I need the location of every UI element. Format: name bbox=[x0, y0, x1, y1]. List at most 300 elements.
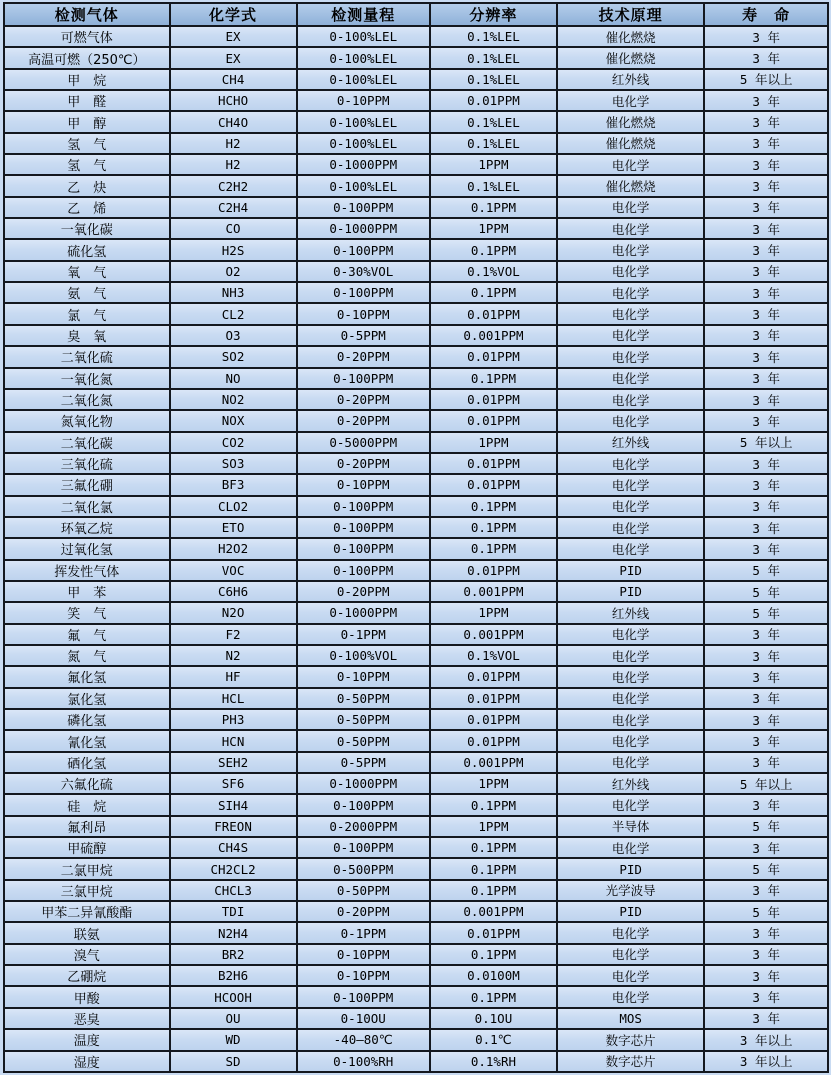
column-header: 化学式 bbox=[170, 3, 297, 26]
cell: 5 年 bbox=[704, 816, 828, 837]
cell: 0.1℃ bbox=[430, 1029, 557, 1050]
cell: 0.1PPM bbox=[430, 858, 557, 879]
cell: 0-5PPM bbox=[297, 325, 430, 346]
cell: 六氟化硫 bbox=[4, 773, 170, 794]
cell: 3 年 bbox=[704, 175, 828, 196]
cell: 3 年 bbox=[704, 474, 828, 495]
cell: 0.1PPM bbox=[430, 986, 557, 1007]
cell: 0-20PPM bbox=[297, 581, 430, 602]
cell: 3 年 bbox=[704, 261, 828, 282]
cell: 甲 醇 bbox=[4, 111, 170, 132]
cell: 溴气 bbox=[4, 944, 170, 965]
cell: 0-30%VOL bbox=[297, 261, 430, 282]
cell: 湿度 bbox=[4, 1051, 170, 1073]
cell: 温度 bbox=[4, 1029, 170, 1050]
column-header: 技术原理 bbox=[557, 3, 704, 26]
cell: 3 年 bbox=[704, 389, 828, 410]
cell: O3 bbox=[170, 325, 297, 346]
cell: 0-20PPM bbox=[297, 389, 430, 410]
cell: 0.1PPM bbox=[430, 496, 557, 517]
cell: 0-1PPM bbox=[297, 922, 430, 943]
cell: WD bbox=[170, 1029, 297, 1050]
cell: 3 年 bbox=[704, 538, 828, 559]
cell: 0-50PPM bbox=[297, 880, 430, 901]
cell: 0.01PPM bbox=[430, 709, 557, 730]
cell: 1PPM bbox=[430, 218, 557, 239]
cell: SIH4 bbox=[170, 794, 297, 815]
cell: C2H2 bbox=[170, 175, 297, 196]
cell: HCHO bbox=[170, 90, 297, 111]
cell: 0.1PPM bbox=[430, 880, 557, 901]
table-row bbox=[4, 560, 828, 581]
table-row bbox=[4, 730, 828, 751]
table-row bbox=[4, 133, 828, 154]
cell: CH4 bbox=[170, 69, 297, 90]
cell: 3 年 bbox=[704, 730, 828, 751]
cell: H2O2 bbox=[170, 538, 297, 559]
table-row bbox=[4, 26, 828, 47]
cell: 氟化氢 bbox=[4, 666, 170, 687]
cell: 0-20PPM bbox=[297, 453, 430, 474]
cell: 3 年 bbox=[704, 666, 828, 687]
cell: 电化学 bbox=[557, 922, 704, 943]
table-row bbox=[4, 922, 828, 943]
cell: 电化学 bbox=[557, 154, 704, 175]
cell: TDI bbox=[170, 901, 297, 922]
cell: 硫化氢 bbox=[4, 239, 170, 260]
cell: 0-100%VOL bbox=[297, 645, 430, 666]
cell: CL2 bbox=[170, 303, 297, 324]
cell: 0-10PPM bbox=[297, 965, 430, 986]
cell: 电化学 bbox=[557, 218, 704, 239]
table-row bbox=[4, 602, 828, 623]
cell: PH3 bbox=[170, 709, 297, 730]
cell: 0-50PPM bbox=[297, 709, 430, 730]
cell: 0-100%LEL bbox=[297, 69, 430, 90]
cell: 5 年 bbox=[704, 858, 828, 879]
cell: 0.1%VOL bbox=[430, 261, 557, 282]
cell: 0.1%RH bbox=[430, 1051, 557, 1073]
table-row bbox=[4, 453, 828, 474]
cell: 3 年 bbox=[704, 709, 828, 730]
cell: 氢 气 bbox=[4, 133, 170, 154]
cell: CH2CL2 bbox=[170, 858, 297, 879]
cell: 0-100PPM bbox=[297, 239, 430, 260]
cell: 1PPM bbox=[430, 154, 557, 175]
cell: VOC bbox=[170, 560, 297, 581]
cell: 0.1PPM bbox=[430, 794, 557, 815]
cell: CH4S bbox=[170, 837, 297, 858]
cell: 电化学 bbox=[557, 986, 704, 1007]
cell: 0-500PPM bbox=[297, 858, 430, 879]
cell: FREON bbox=[170, 816, 297, 837]
cell: 三氟化硼 bbox=[4, 474, 170, 495]
cell: 0.01PPM bbox=[430, 303, 557, 324]
cell: 0.1%LEL bbox=[430, 69, 557, 90]
cell: 3 年 bbox=[704, 752, 828, 773]
table-row bbox=[4, 816, 828, 837]
table-row bbox=[4, 410, 828, 431]
cell: 0-100PPM bbox=[297, 517, 430, 538]
cell: 0.001PPM bbox=[430, 901, 557, 922]
cell: 3 年以上 bbox=[704, 1029, 828, 1050]
cell: 电化学 bbox=[557, 688, 704, 709]
cell: 氢 气 bbox=[4, 154, 170, 175]
cell: 0-1000PPM bbox=[297, 154, 430, 175]
cell: 0-100PPM bbox=[297, 496, 430, 517]
table-row bbox=[4, 261, 828, 282]
cell: 0-50PPM bbox=[297, 688, 430, 709]
cell: 0-100PPM bbox=[297, 282, 430, 303]
table-row bbox=[4, 944, 828, 965]
cell: 恶臭 bbox=[4, 1008, 170, 1029]
cell: 0.1PPM bbox=[430, 368, 557, 389]
cell: 0.01PPM bbox=[430, 474, 557, 495]
cell: 电化学 bbox=[557, 197, 704, 218]
cell: 0.1PPM bbox=[430, 197, 557, 218]
cell: 3 年 bbox=[704, 111, 828, 132]
cell: 氨 气 bbox=[4, 282, 170, 303]
cell: 红外线 bbox=[557, 773, 704, 794]
cell: 0-100%LEL bbox=[297, 175, 430, 196]
cell: 光学波导 bbox=[557, 880, 704, 901]
cell: 甲酸 bbox=[4, 986, 170, 1007]
cell: 0.0100M bbox=[430, 965, 557, 986]
cell: 1PPM bbox=[430, 816, 557, 837]
cell: 高温可燃（250℃） bbox=[4, 47, 170, 68]
cell: 电化学 bbox=[557, 752, 704, 773]
table-row bbox=[4, 346, 828, 367]
cell: 0-1000PPM bbox=[297, 602, 430, 623]
table-row bbox=[4, 794, 828, 815]
cell: 甲 烷 bbox=[4, 69, 170, 90]
cell: 电化学 bbox=[557, 368, 704, 389]
cell: 电化学 bbox=[557, 666, 704, 687]
cell: N2H4 bbox=[170, 922, 297, 943]
table-row bbox=[4, 1029, 828, 1050]
cell: 3 年 bbox=[704, 1008, 828, 1029]
cell: 3 年 bbox=[704, 282, 828, 303]
cell: 二氧化硫 bbox=[4, 346, 170, 367]
cell: 0-2000PPM bbox=[297, 816, 430, 837]
cell: 0-10OU bbox=[297, 1008, 430, 1029]
cell: 一氧化碳 bbox=[4, 218, 170, 239]
cell: EX bbox=[170, 26, 297, 47]
cell: 氟利昂 bbox=[4, 816, 170, 837]
cell: 0.1PPM bbox=[430, 837, 557, 858]
column-header: 检测气体 bbox=[4, 3, 170, 26]
cell: 5 年 bbox=[704, 560, 828, 581]
cell: 0-100PPM bbox=[297, 538, 430, 559]
cell: 0-10PPM bbox=[297, 666, 430, 687]
cell: 0-100%LEL bbox=[297, 26, 430, 47]
cell: 可燃气体 bbox=[4, 26, 170, 47]
cell: 3 年 bbox=[704, 90, 828, 111]
cell: O2 bbox=[170, 261, 297, 282]
cell: 0-100%RH bbox=[297, 1051, 430, 1073]
cell: 氮 气 bbox=[4, 645, 170, 666]
cell: 0.1%LEL bbox=[430, 26, 557, 47]
cell: 3 年 bbox=[704, 368, 828, 389]
cell: 氯化氢 bbox=[4, 688, 170, 709]
cell: C6H6 bbox=[170, 581, 297, 602]
table-row bbox=[4, 496, 828, 517]
table-row bbox=[4, 432, 828, 453]
cell: 3 年 bbox=[704, 645, 828, 666]
cell: 甲 醛 bbox=[4, 90, 170, 111]
cell: 1PPM bbox=[430, 773, 557, 794]
header-row bbox=[4, 3, 828, 26]
cell: 氰化氢 bbox=[4, 730, 170, 751]
table-row bbox=[4, 773, 828, 794]
cell: 3 年 bbox=[704, 496, 828, 517]
cell: 三氯甲烷 bbox=[4, 880, 170, 901]
cell: 3 年 bbox=[704, 26, 828, 47]
table-row bbox=[4, 1008, 828, 1029]
cell: 3 年 bbox=[704, 624, 828, 645]
cell: 0-5PPM bbox=[297, 752, 430, 773]
cell: 3 年 bbox=[704, 965, 828, 986]
cell: 0-50PPM bbox=[297, 730, 430, 751]
column-header: 检测量程 bbox=[297, 3, 430, 26]
cell: OU bbox=[170, 1008, 297, 1029]
cell: 3 年 bbox=[704, 880, 828, 901]
table-row bbox=[4, 239, 828, 260]
cell: 0-10PPM bbox=[297, 90, 430, 111]
cell: 0.01PPM bbox=[430, 666, 557, 687]
cell: 电化学 bbox=[557, 325, 704, 346]
cell: 氯 气 bbox=[4, 303, 170, 324]
table-row bbox=[4, 111, 828, 132]
cell: 0.01PPM bbox=[430, 90, 557, 111]
table-row bbox=[4, 688, 828, 709]
cell: 3 年 bbox=[704, 517, 828, 538]
table-row bbox=[4, 47, 828, 68]
cell: -40—80℃ bbox=[297, 1029, 430, 1050]
cell: 0.01PPM bbox=[430, 346, 557, 367]
cell: PID bbox=[557, 581, 704, 602]
cell: 三氧化硫 bbox=[4, 453, 170, 474]
cell: H2 bbox=[170, 154, 297, 175]
cell: 0.1PPM bbox=[430, 538, 557, 559]
cell: 硅 烷 bbox=[4, 794, 170, 815]
cell: 3 年 bbox=[704, 794, 828, 815]
cell: 0-100PPM bbox=[297, 560, 430, 581]
cell: 1PPM bbox=[430, 602, 557, 623]
table-row bbox=[4, 581, 828, 602]
cell: 0.1PPM bbox=[430, 282, 557, 303]
table-row bbox=[4, 858, 828, 879]
cell: 催化燃烧 bbox=[557, 47, 704, 68]
cell: 催化燃烧 bbox=[557, 111, 704, 132]
cell: 0-20PPM bbox=[297, 901, 430, 922]
cell: SD bbox=[170, 1051, 297, 1073]
cell: H2 bbox=[170, 133, 297, 154]
cell: 3 年 bbox=[704, 688, 828, 709]
cell: HCN bbox=[170, 730, 297, 751]
cell: 0-100PPM bbox=[297, 794, 430, 815]
cell: 硒化氢 bbox=[4, 752, 170, 773]
table-row bbox=[4, 325, 828, 346]
cell: 0-20PPM bbox=[297, 410, 430, 431]
cell: 数字芯片 bbox=[557, 1051, 704, 1073]
cell: 电化学 bbox=[557, 474, 704, 495]
cell: EX bbox=[170, 47, 297, 68]
cell: 甲 苯 bbox=[4, 581, 170, 602]
cell: 0.1%VOL bbox=[430, 645, 557, 666]
cell: 电化学 bbox=[557, 645, 704, 666]
cell: 5 年以上 bbox=[704, 69, 828, 90]
cell: 3 年 bbox=[704, 47, 828, 68]
cell: 电化学 bbox=[557, 282, 704, 303]
cell: 过氧化氢 bbox=[4, 538, 170, 559]
cell: 半导体 bbox=[557, 816, 704, 837]
cell: 催化燃烧 bbox=[557, 175, 704, 196]
cell: 催化燃烧 bbox=[557, 26, 704, 47]
cell: HF bbox=[170, 666, 297, 687]
cell: 5 年 bbox=[704, 581, 828, 602]
cell: 臭 氧 bbox=[4, 325, 170, 346]
cell: 0-5000PPM bbox=[297, 432, 430, 453]
cell: PID bbox=[557, 901, 704, 922]
cell: 3 年 bbox=[704, 837, 828, 858]
cell: 0.1%LEL bbox=[430, 133, 557, 154]
cell: 0.1%LEL bbox=[430, 175, 557, 196]
cell: 数字芯片 bbox=[557, 1029, 704, 1050]
cell: 0.01PPM bbox=[430, 560, 557, 581]
cell: 5 年 bbox=[704, 901, 828, 922]
cell: 电化学 bbox=[557, 944, 704, 965]
cell: 0.1PPM bbox=[430, 239, 557, 260]
cell: 联氨 bbox=[4, 922, 170, 943]
cell: 乙 烯 bbox=[4, 197, 170, 218]
table-row bbox=[4, 474, 828, 495]
table-row bbox=[4, 880, 828, 901]
cell: 电化学 bbox=[557, 90, 704, 111]
cell: 红外线 bbox=[557, 69, 704, 90]
cell: 0.1PPM bbox=[430, 517, 557, 538]
cell: N2O bbox=[170, 602, 297, 623]
cell: 0-100PPM bbox=[297, 368, 430, 389]
table-row bbox=[4, 538, 828, 559]
cell: 3 年以上 bbox=[704, 1051, 828, 1073]
cell: HCL bbox=[170, 688, 297, 709]
table-row bbox=[4, 389, 828, 410]
table-row bbox=[4, 709, 828, 730]
cell: 电化学 bbox=[557, 794, 704, 815]
cell: 二氧化氮 bbox=[4, 389, 170, 410]
cell: NOX bbox=[170, 410, 297, 431]
cell: 电化学 bbox=[557, 453, 704, 474]
cell: 0.1PPM bbox=[430, 944, 557, 965]
table-row bbox=[4, 837, 828, 858]
table-row bbox=[4, 175, 828, 196]
cell: 氟 气 bbox=[4, 624, 170, 645]
cell: 红外线 bbox=[557, 432, 704, 453]
table-row bbox=[4, 965, 828, 986]
cell: 3 年 bbox=[704, 133, 828, 154]
cell: NH3 bbox=[170, 282, 297, 303]
cell: 电化学 bbox=[557, 239, 704, 260]
cell: 5 年以上 bbox=[704, 432, 828, 453]
cell: 3 年 bbox=[704, 986, 828, 1007]
cell: 0.001PPM bbox=[430, 581, 557, 602]
table-row bbox=[4, 752, 828, 773]
cell: 电化学 bbox=[557, 303, 704, 324]
cell: 3 年 bbox=[704, 410, 828, 431]
cell: 一氧化氮 bbox=[4, 368, 170, 389]
cell: 0.01PPM bbox=[430, 922, 557, 943]
cell: 二氯甲烷 bbox=[4, 858, 170, 879]
cell: 笑 气 bbox=[4, 602, 170, 623]
cell: PID bbox=[557, 560, 704, 581]
cell: 甲硫醇 bbox=[4, 837, 170, 858]
table-row bbox=[4, 368, 828, 389]
table-row bbox=[4, 69, 828, 90]
cell: 挥发性气体 bbox=[4, 560, 170, 581]
cell: 5 年 bbox=[704, 602, 828, 623]
table-row bbox=[4, 282, 828, 303]
cell: 红外线 bbox=[557, 602, 704, 623]
cell: SF6 bbox=[170, 773, 297, 794]
cell: PID bbox=[557, 858, 704, 879]
cell: 3 年 bbox=[704, 325, 828, 346]
cell: NO2 bbox=[170, 389, 297, 410]
cell: HCOOH bbox=[170, 986, 297, 1007]
cell: 电化学 bbox=[557, 837, 704, 858]
cell: 0.1%LEL bbox=[430, 111, 557, 132]
cell: BR2 bbox=[170, 944, 297, 965]
cell: ETO bbox=[170, 517, 297, 538]
column-header: 分辨率 bbox=[430, 3, 557, 26]
table-row bbox=[4, 986, 828, 1007]
cell: 0.01PPM bbox=[430, 730, 557, 751]
cell: 0.01PPM bbox=[430, 410, 557, 431]
cell: 5 年以上 bbox=[704, 773, 828, 794]
cell: 3 年 bbox=[704, 346, 828, 367]
cell: 电化学 bbox=[557, 730, 704, 751]
cell: 电化学 bbox=[557, 709, 704, 730]
cell: 氧 气 bbox=[4, 261, 170, 282]
table-row bbox=[4, 901, 828, 922]
cell: 电化学 bbox=[557, 965, 704, 986]
cell: 二氧化氯 bbox=[4, 496, 170, 517]
cell: 氮氧化物 bbox=[4, 410, 170, 431]
cell: 0-20PPM bbox=[297, 346, 430, 367]
cell: 电化学 bbox=[557, 410, 704, 431]
cell: 0.1%LEL bbox=[430, 47, 557, 68]
cell: 0-100PPM bbox=[297, 197, 430, 218]
cell: B2H6 bbox=[170, 965, 297, 986]
table-row bbox=[4, 517, 828, 538]
cell: MOS bbox=[557, 1008, 704, 1029]
cell: 0.01PPM bbox=[430, 453, 557, 474]
table-body bbox=[4, 26, 828, 1072]
column-header: 寿 命 bbox=[704, 3, 828, 26]
cell: SO3 bbox=[170, 453, 297, 474]
cell: 0-1000PPM bbox=[297, 773, 430, 794]
cell: NO bbox=[170, 368, 297, 389]
cell: 0-10PPM bbox=[297, 303, 430, 324]
cell: 电化学 bbox=[557, 346, 704, 367]
table-row bbox=[4, 197, 828, 218]
table-row bbox=[4, 303, 828, 324]
cell: F2 bbox=[170, 624, 297, 645]
cell: 乙硼烷 bbox=[4, 965, 170, 986]
table-row bbox=[4, 624, 828, 645]
cell: 3 年 bbox=[704, 218, 828, 239]
cell: 3 年 bbox=[704, 197, 828, 218]
